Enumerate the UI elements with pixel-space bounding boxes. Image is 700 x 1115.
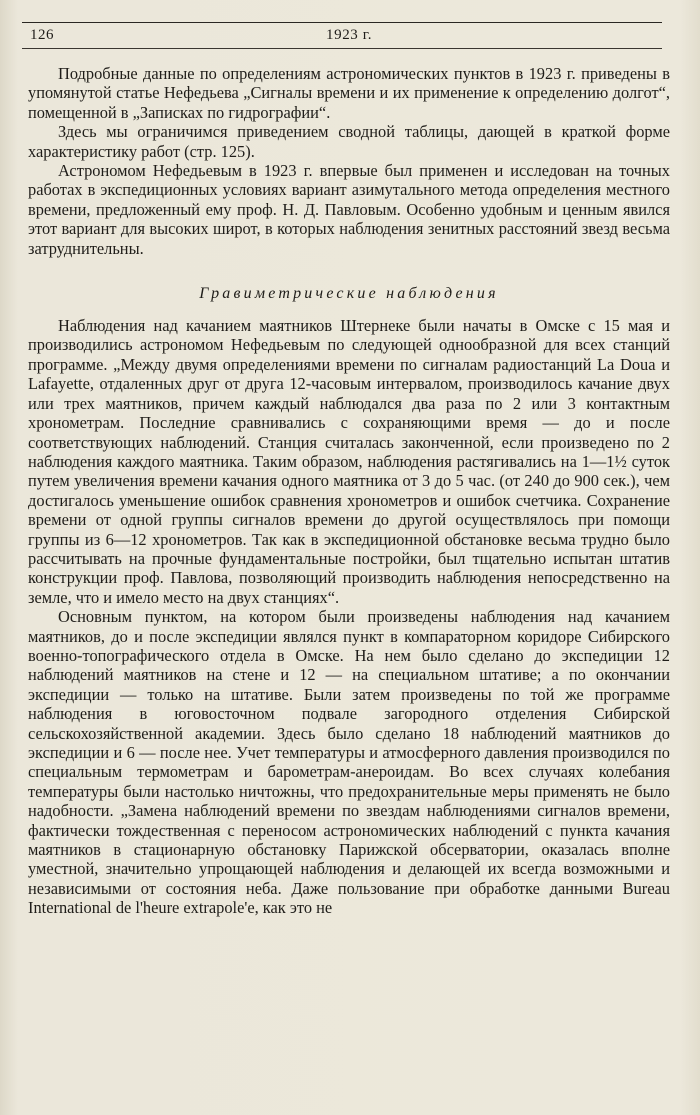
paragraph-summary-table: Здесь мы ограничимся приведением сводной таблицы, дающей в краткой форме характеристику работ (стр. 125). (28, 122, 670, 161)
paragraph-pendulum-program: Наблюдения над качанием маятников Штернеке были начаты в Омске с 15 мая и производились астрономом Нефедьевым по следующей однообразной для всех станций программе. „Между двумя определениями времени по сигналам радиостанций La Doua и Lafayette, отдаленных друг от друга 12-часовым интервалом, производилось качание двух или трех маятников, причем каждый наблюдался два раза по 2 или 3 контактным хронометрам. Последние сравнивались с сохраняющими время — до и после соответствующих наблюдений. Станция считалась законченной, если произведено по 2 наблюдения каждого маятника. Таким образом, наблюдения растягивались на 1—1½ суток путем увеличения времени качания одного маятника от 3 до 5 час. (от 240 до 900 сек.), чем достигалось уменьшение ошибок сравнения хронометров и ошибок счетчика. Сохранение времени от одной группы сигналов времени до другой осуществлялось при помощи группы из 6—12 хронометров. Так как в экспедиционной обстановке весьма трудно было рассчитывать на прочные фундаментальные постройки, был тщательно испытан штатив конструкции проф. Павлова, позволяющий производить наблюдения непосредственно на земле, что и имело место на двух станциях“. (28, 316, 670, 607)
header-rule (22, 48, 662, 49)
paragraph-astronomical-data: Подробные данные по определениям астрономических пунктов в 1923 г. приведены в упомянутой статье Нефедьева „Сигналы времени и их применение к определению долгот“, помещенной в „Записках по гидрографии“. (28, 64, 670, 122)
paragraph-base-station: Основным пунктом, на котором были произведены наблюдения над качанием маятников, до и после экспедиции являлся пункт в компараторном коридоре Сибирского военно-топографического отдела в Омске. На нем было сделано до экспедиции 12 наблюдений маятников на стене и 12 — на специальном штативе; а по окончании экспедиции — только на штативе. Были затем произведены по той же программе наблюдения в юговосточном подвале загородного отделения Сибирской сельскохозяйственной академии. Здесь было сделано 18 наблюдений маятников до экспедиции и 6 — после нее. Учет температуры и атмосферного давления производился по специальным термометрам и барометрам-анероидам. Во всех случаях колебания температуры были настолько ничтожны, что предохранительные меры применять не было надобности. „Замена наблюдений времени по звездам наблюдениями сигналов времени, фактически тождественная с переносом астрономических наблюдений с пункта качания маятников в стационарную обстановку Парижской обсерватории, оказалась вполне уместной, значительно упрощающей наблюдения и делающей их всегда возможными и независимыми от состояния неба. Даже пользование при обработке данными Bureau International de l'heure extrapole'e, как это не (28, 607, 670, 918)
running-title: 1923 г. (326, 27, 373, 43)
top-rule (22, 22, 662, 23)
body-text (28, 64, 670, 918)
section-heading: Гравиметрические наблюдения (199, 285, 499, 303)
paragraph-azimuth-method: Астрономом Нефедьевым в 1923 г. впервые был применен и исследован на точных работах в экспедиционных условиях вариант азимутального метода определения местного времени, предложенный ему проф. Н. Д. Павловым. Особенно удобным и ценным явился этот вариант для высоких широт, в которых наблюдения зенитных расстояний звезд весьма затруднительны. (28, 161, 670, 258)
page-number: 126 (30, 27, 54, 43)
